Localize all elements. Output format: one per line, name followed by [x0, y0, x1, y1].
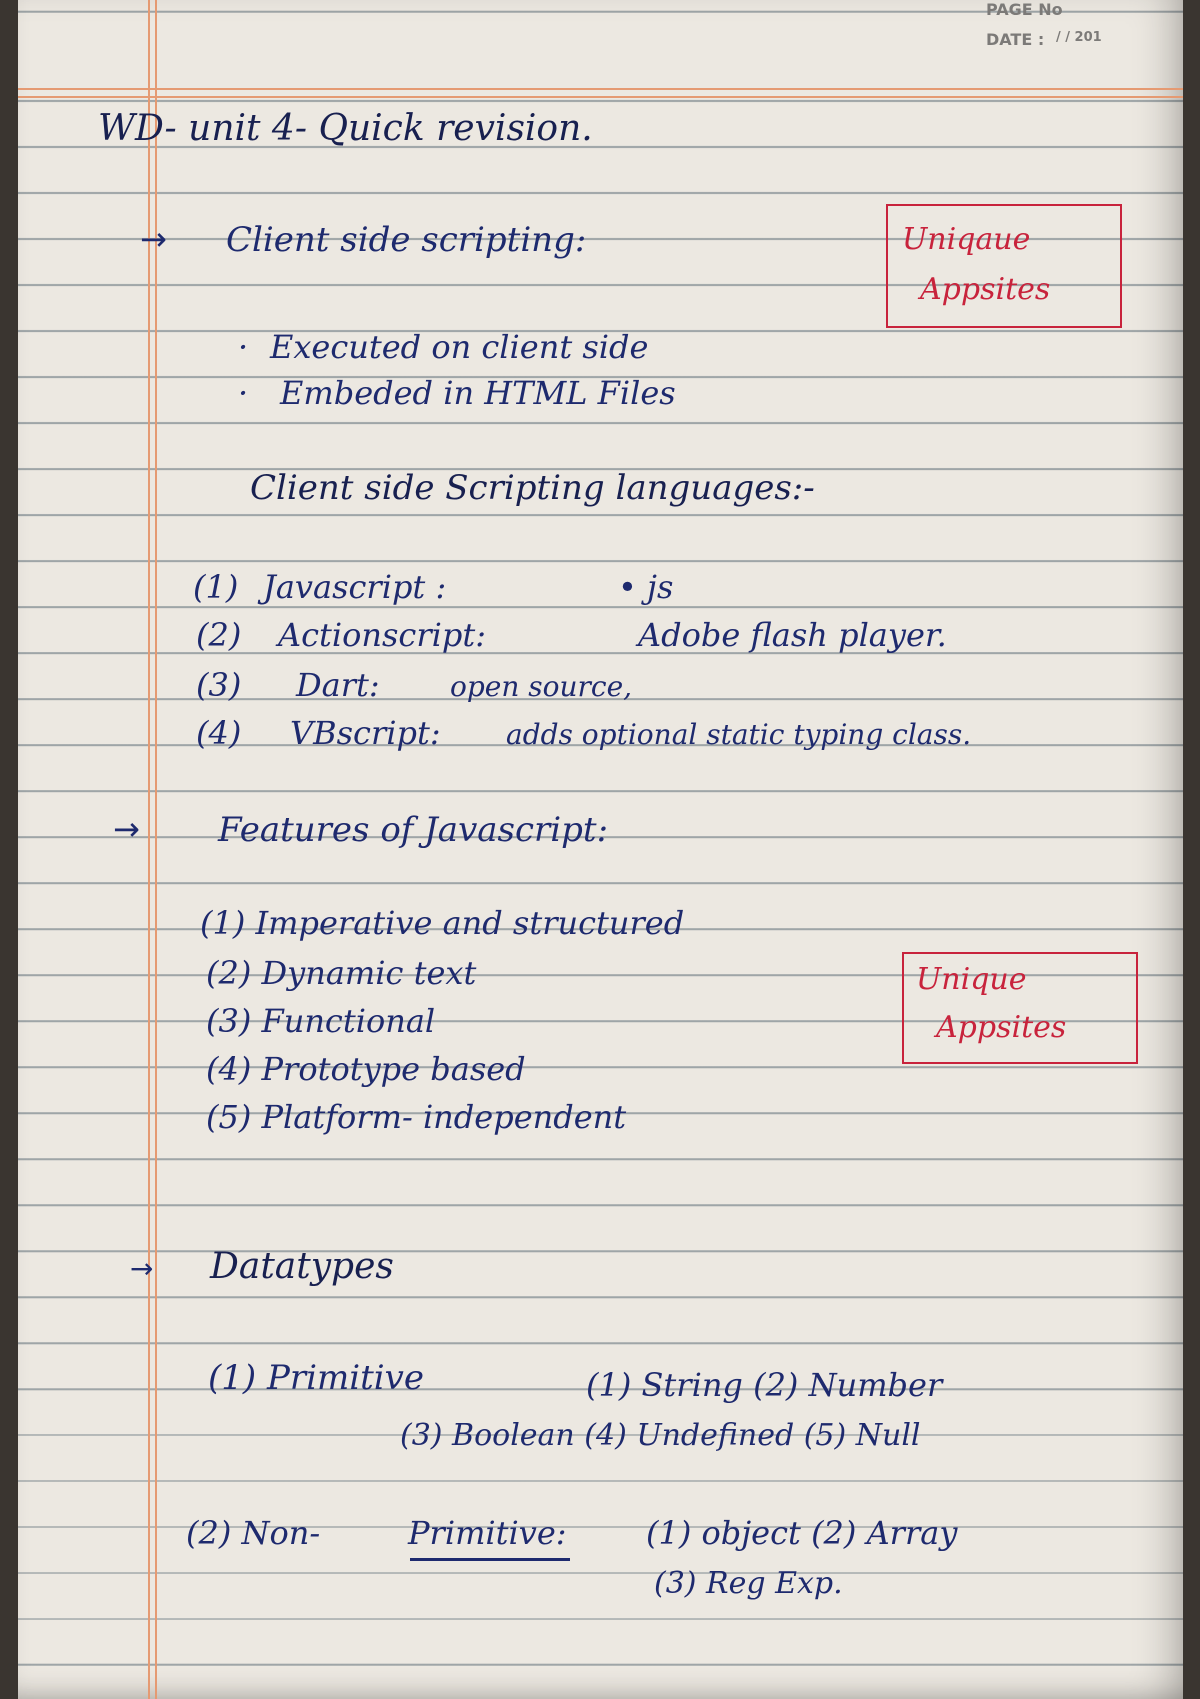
lang-2-name: Actionscript: [278, 616, 486, 654]
bullet-1: Executed on client side [270, 328, 649, 366]
section-heading-client-side: Client side scripting: [226, 220, 587, 260]
stamp-2-line2: Appsites [936, 1010, 1067, 1045]
feature-5: (5) Platform- independent [206, 1098, 627, 1136]
stamp-1-line2: Appsites [920, 272, 1051, 307]
section-heading-datatypes: Datatypes [210, 1246, 394, 1287]
lang-4-num: (4) [196, 714, 242, 752]
stamp-2-line1: Unique [916, 962, 1027, 997]
bullet-2: Embeded in HTML Files [280, 374, 676, 412]
margin-line-top-1 [18, 88, 1183, 90]
non-primitive-label: Primitive: [408, 1514, 567, 1552]
lang-2-desc: Adobe flash player. [638, 616, 947, 654]
feature-1: (1) Imperative and structured [200, 904, 685, 942]
primitive-label: (1) Primitive [208, 1358, 424, 1398]
arrow-icon: → [140, 220, 167, 258]
feature-4: (4) Prototype based [206, 1050, 526, 1088]
non-primitive-line-1: (1) object (2) Array [646, 1514, 958, 1552]
lang-3-desc: open source, [450, 670, 633, 703]
feature-2: (2) Dynamic text [206, 954, 477, 992]
lang-4-desc: adds optional static typing class. [506, 718, 972, 751]
lang-1-name: Javascript : [263, 568, 447, 606]
bullet-dot-1: · [238, 328, 249, 366]
non-primitive-underline [410, 1558, 570, 1561]
lang-3-num: (3) [196, 666, 242, 704]
lang-1-num: (1) [193, 568, 239, 606]
arrow-icon: → [130, 1252, 154, 1285]
arrow-icon: → [113, 810, 140, 848]
notebook-page [18, 0, 1183, 1699]
non-primitive-num: (2) Non- [186, 1514, 321, 1552]
lang-2-num: (2) [196, 616, 242, 654]
lang-3-name: Dart: [296, 666, 380, 704]
subheading-languages: Client side Scripting languages:- [250, 468, 815, 508]
section-heading-features: Features of Javascript: [218, 810, 609, 850]
primitive-line-1: (1) String (2) Number [586, 1366, 943, 1404]
page-no-label: PAGE No [986, 0, 1063, 19]
stamp-1-line1: Uniqaue [902, 222, 1031, 257]
date-value: / / 201 [1056, 30, 1102, 45]
date-label: DATE : [986, 30, 1045, 49]
feature-3: (3) Functional [206, 1002, 436, 1040]
primitive-line-2: (3) Boolean (4) Undefined (5) Null [400, 1418, 921, 1453]
bullet-dot-2: · [238, 374, 249, 412]
lang-1-desc: • js [618, 568, 674, 606]
non-primitive-line-2: (3) Reg Exp. [654, 1566, 843, 1601]
lang-4-name: VBscript: [290, 714, 441, 752]
page-title: WD- unit 4- Quick revision. [98, 108, 593, 149]
margin-line-top-2 [18, 96, 1183, 98]
